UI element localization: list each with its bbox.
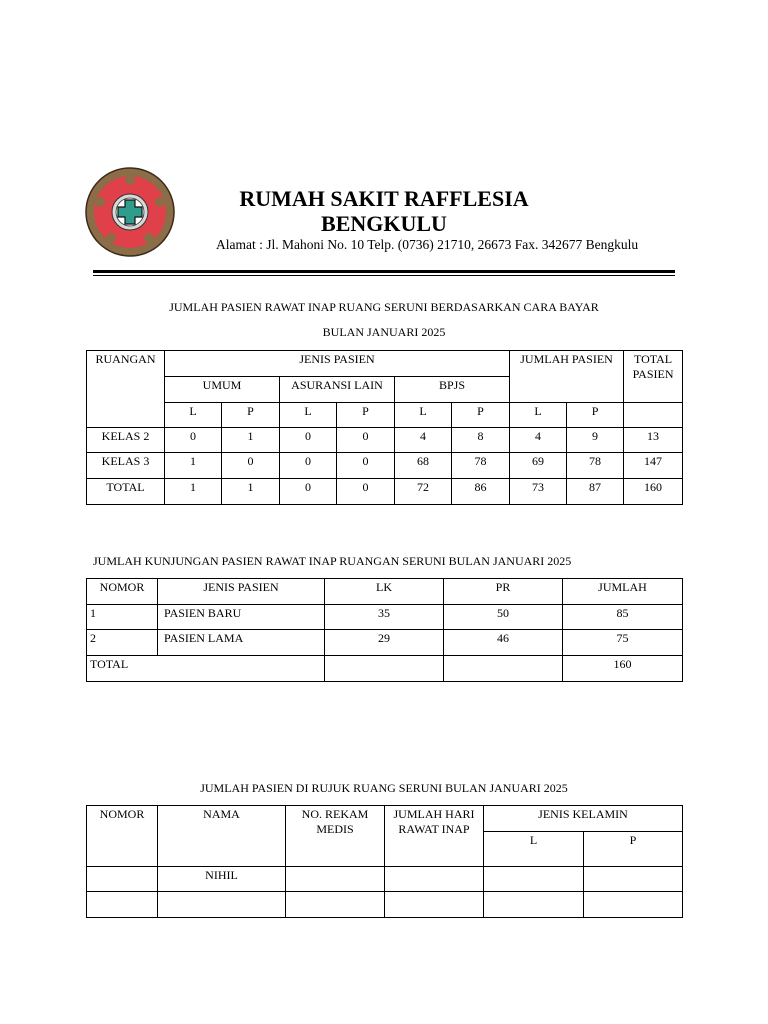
cell-asuransi-l: 0 — [280, 453, 337, 479]
header-sub-l: L — [280, 403, 337, 428]
header-lk: LK — [325, 579, 444, 605]
table-row — [87, 453, 683, 479]
cell-total-value: 160 — [563, 656, 683, 682]
cell-total: 160 — [624, 479, 683, 505]
cell-umum-l: 1 — [165, 453, 222, 479]
cell-empty — [484, 867, 584, 892]
table-row-total — [87, 479, 683, 505]
cell-umum-l: 1 — [165, 479, 222, 505]
hospital-name-line1: RUMAH SAKIT RAFFLESIA — [239, 186, 529, 211]
table-visits — [86, 578, 683, 682]
header-nomor: NOMOR — [87, 579, 158, 605]
cell-empty — [484, 892, 584, 918]
cell-lk: 29 — [325, 630, 444, 656]
cell-pr: 46 — [444, 630, 563, 656]
cell-asuransi-p: 0 — [337, 428, 395, 453]
header-nomor: NOMOR — [87, 806, 158, 867]
header-total-pasien: TOTAL PASIEN — [624, 351, 683, 403]
cell-jumlah-p: 87 — [567, 479, 624, 505]
cell-empty — [444, 656, 563, 682]
cell-jumlah: 85 — [563, 605, 683, 630]
cell-bpjs-p: 86 — [452, 479, 510, 505]
header-sub-p: P — [584, 832, 683, 867]
section1-title: JUMLAH PASIEN RAWAT INAP RUANG SERUNI BERDASARKAN CARA BAYAR — [169, 300, 599, 314]
cell-jumlah-l: 73 — [510, 479, 567, 505]
cell-umum-p: 0 — [222, 453, 280, 479]
header-sub-l: L — [165, 403, 222, 428]
header-ruangan: RUANGAN — [87, 351, 165, 428]
cell-jumlah-l: 69 — [510, 453, 567, 479]
cell-total: 147 — [624, 453, 683, 479]
cell-bpjs-l: 68 — [395, 453, 452, 479]
section3-title: JUMLAH PASIEN DI RUJUK RUANG SERUNI BULAN JANUARI 2025 — [200, 781, 568, 795]
cell-total-label: TOTAL — [87, 656, 325, 682]
header-rekam-medis: NO. REKAM MEDIS — [286, 806, 385, 867]
cell-empty — [385, 892, 484, 918]
header-divider-thick — [93, 270, 675, 273]
header-sub-l: L — [484, 832, 584, 867]
cell-pr: 50 — [444, 605, 563, 630]
cell-total: 13 — [624, 428, 683, 453]
header-jenis-kelamin: JENIS KELAMIN — [484, 806, 683, 832]
table-payment-method — [86, 350, 683, 505]
header-hari-rawat: JUMLAH HARI RAWAT INAP — [385, 806, 484, 867]
cell-empty — [385, 867, 484, 892]
cell-empty — [87, 892, 158, 918]
table-row-total — [87, 656, 683, 682]
cell-bpjs-p: 78 — [452, 453, 510, 479]
table-row — [87, 605, 683, 630]
cell-jumlah: 75 — [563, 630, 683, 656]
cell-empty — [286, 867, 385, 892]
cell-asuransi-p: 0 — [337, 479, 395, 505]
cell-lk: 35 — [325, 605, 444, 630]
table-row — [87, 630, 683, 656]
header-sub-p: P — [222, 403, 280, 428]
cell-nomor: 1 — [87, 605, 158, 630]
cell-jumlah-l: 4 — [510, 428, 567, 453]
cell-empty — [325, 656, 444, 682]
cell-jumlah-p: 78 — [567, 453, 624, 479]
header-jenis-pasien: JENIS PASIEN — [165, 351, 510, 377]
table-referrals — [86, 805, 683, 918]
header-nama: NAMA — [158, 806, 286, 867]
table-row — [87, 867, 683, 892]
cell-umum-p: 1 — [222, 428, 280, 453]
cell-empty — [584, 892, 683, 918]
header-asuransi-lain: ASURANSI LAIN — [280, 377, 395, 403]
header-sub-p: P — [567, 403, 624, 428]
header-bpjs: BPJS — [395, 377, 510, 403]
cell-empty — [87, 867, 158, 892]
cell-asuransi-p: 0 — [337, 453, 395, 479]
cell-jumlah-p: 9 — [567, 428, 624, 453]
section1-subtitle: BULAN JANUARI 2025 — [322, 325, 446, 339]
header-jenis-pasien: JENIS PASIEN — [158, 579, 325, 605]
header-sub-p: P — [337, 403, 395, 428]
table-row — [87, 428, 683, 453]
cell-nihil: NIHIL — [158, 867, 286, 892]
header-sub-empty — [624, 403, 683, 428]
row-label: KELAS 2 — [87, 428, 165, 453]
header-umum: UMUM — [165, 377, 280, 403]
row-label: TOTAL — [87, 479, 165, 505]
section2-title: JUMLAH KUNJUNGAN PASIEN RAWAT INAP RUANGAN SERUNI BULAN JANUARI 2025 — [93, 554, 572, 568]
cell-bpjs-l: 72 — [395, 479, 452, 505]
hospital-name — [200, 186, 568, 236]
cell-asuransi-l: 0 — [280, 428, 337, 453]
hospital-logo — [84, 166, 176, 258]
cell-jenis: PASIEN LAMA — [158, 630, 325, 656]
cell-nomor: 2 — [87, 630, 158, 656]
cell-bpjs-p: 8 — [452, 428, 510, 453]
cell-umum-p: 1 — [222, 479, 280, 505]
header-sub-l: L — [395, 403, 452, 428]
table-row — [87, 892, 683, 918]
header-sub-p: P — [452, 403, 510, 428]
header-pr: PR — [444, 579, 563, 605]
header-jumlah-pasien: JUMLAH PASIEN — [510, 351, 624, 403]
cell-empty — [584, 867, 683, 892]
hospital-name-line2: BENGKULU — [321, 211, 447, 236]
row-label: KELAS 3 — [87, 453, 165, 479]
cell-bpjs-l: 4 — [395, 428, 452, 453]
cell-asuransi-l: 0 — [280, 479, 337, 505]
cell-empty — [286, 892, 385, 918]
hospital-address: Alamat : Jl. Mahoni No. 10 Telp. (0736) 21710, 26673 Fax. 342677 Bengkulu — [216, 237, 639, 252]
cell-empty — [158, 892, 286, 918]
header-sub-l: L — [510, 403, 567, 428]
header-jumlah: JUMLAH — [563, 579, 683, 605]
cell-umum-l: 0 — [165, 428, 222, 453]
cell-jenis: PASIEN BARU — [158, 605, 325, 630]
header-divider-thin — [93, 275, 675, 276]
